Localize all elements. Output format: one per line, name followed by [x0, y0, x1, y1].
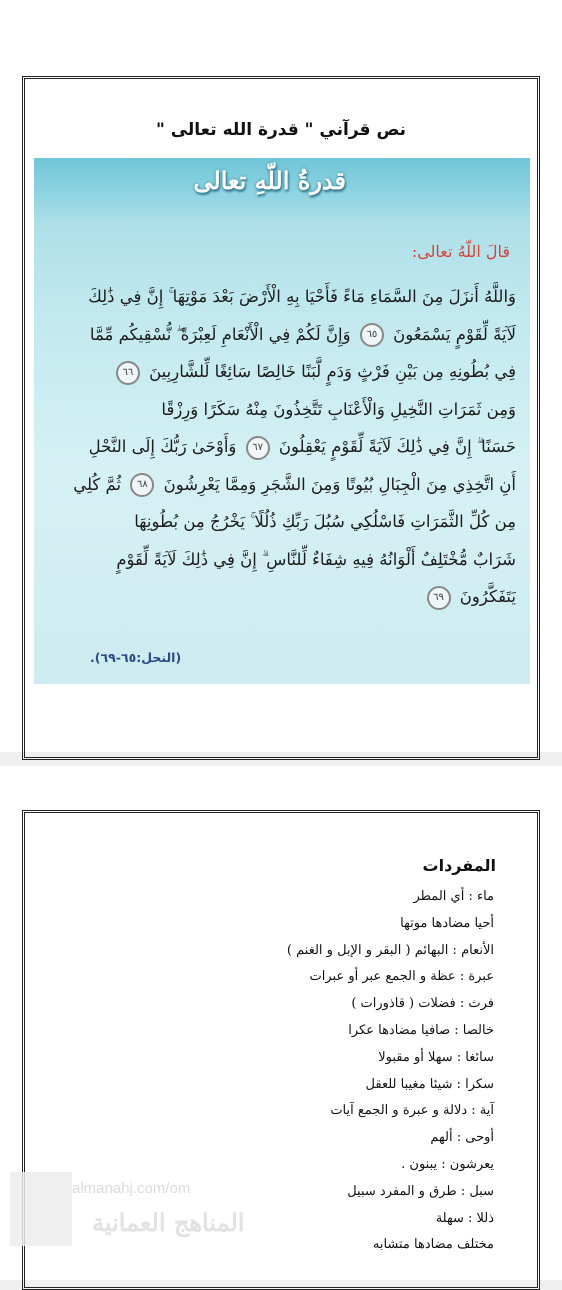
vocabulary-heading: المفردات: [422, 856, 496, 875]
watermark-brand: المناهج العمانية: [92, 1208, 245, 1237]
page-title: نص قرآني " قدرة الله تعالى ": [155, 120, 407, 140]
vocabulary-list: [287, 884, 494, 1259]
verse-line: مِن كُلِّ الثَّمَرَاتِ فَاسْلُكِي سُبُلَ رَبِّكِ ذُلُلًا ۚ يَخْرُجُ مِن بُطُونِهَا: [134, 512, 516, 531]
ayah-number-marker: ٦٨: [130, 473, 154, 497]
verse-line: شَرَابٌ مُّخْتَلِفٌ أَلْوَانُهُ فِيهِ شِفَاءٌ لِّلنَّاسِ ۗ إِنَّ فِي ذَٰلِكَ لَآيَةً لِّقَوْمٍ: [116, 549, 516, 569]
vocabulary-item: سائغا : سهلا أو مقبولا: [378, 1049, 494, 1065]
verse-intro: قالَ اللّهُ تعالى:: [411, 242, 510, 261]
ayah-number-marker: ٦٩: [427, 586, 451, 610]
watermark-url: almanahj.com/om: [72, 1180, 191, 1197]
vocabulary-item: أحيا مضادها موتها: [400, 915, 494, 931]
ayah-number-marker: ٦٥: [360, 323, 384, 347]
title-banner: [34, 158, 530, 218]
verse-line: حَسَنًا ۗ إِنَّ فِي ذَٰلِكَ لَآيَةً لِّقَوْمٍ يَعْقِلُونَ ٦٧ وَأَوْحَىٰ رَبُّكَ إِلَى النَّحْلِ: [58, 428, 516, 466]
surah-reference: (النحل:٦٥-٦٩).: [90, 650, 182, 665]
verse-line: وَاللَّهُ أَنزَلَ مِنَ السَّمَاءِ مَاءً فَأَحْيَا بِهِ الْأَرْضَ بَعْدَ مَوْتِهَا ۚ إِنَّ فِي ذَٰلِكَ: [88, 287, 516, 306]
vocabulary-item: ذللا : سهلة: [435, 1210, 494, 1226]
vocabulary-item: مختلف مضادها متشابه: [372, 1237, 494, 1253]
watermark-logo: [10, 1172, 72, 1246]
verse-line: وَمِن ثَمَرَاتِ النَّخِيلِ وَالْأَعْنَابِ تَتَّخِذُونَ مِنْهُ سَكَرًا وَرِزْقًا: [161, 399, 516, 419]
vocabulary-item: الأنعام : البهائم ( البقر و الإبل و الغنم ): [286, 942, 494, 958]
vocabulary-item: سبل : طرق و المفرد سبيل: [347, 1183, 494, 1199]
banner-title: قدرةُ اللّهِ تعالى: [193, 166, 346, 195]
vocabulary-item: عبرة : عظة و الجمع عبر أو عبرات: [309, 969, 494, 985]
vocabulary-item: فرث : فضلات ( قاذورات ): [351, 996, 494, 1012]
vocabulary-item: خالصا : صافيا مضادها عكرا: [348, 1022, 494, 1038]
verse-line: لَآيَةً لِّقَوْمٍ يَسْمَعُونَ ٦٥ وَإِنَّ لَكُمْ فِي الْأَنْعَامِ لَعِبْرَةً ۖ نُّسْقِيكُم مِّمَّا: [58, 316, 516, 354]
quran-text-panel: [34, 158, 530, 684]
verse-line: فِي بُطُونِهِ مِن بَيْنِ فَرْثٍ وَدَمٍ لَّبَنًا خَالِصًا سَائِغًا لِّلشَّارِبِينَ ٦٦: [58, 353, 516, 391]
verse-line: أَنِ اتَّخِذِي مِنَ الْجِبَالِ بُيُوتًا وَمِنَ الشَّجَرِ وَمِمَّا يَعْرِشُونَ ٦٨ ثُمَّ كُلِي: [58, 466, 516, 504]
verses-block: [58, 278, 516, 616]
vocabulary-item: آية : دلالة و عبرة و الجمع آيات: [330, 1103, 494, 1119]
vocabulary-item: يعرشون : يبنون .: [401, 1156, 494, 1172]
ayah-number-marker: ٦٧: [246, 436, 270, 460]
vocabulary-item: ماء : أي المطر: [413, 889, 494, 904]
vocabulary-item: سكرا : شيئا مغيبا للعقل: [365, 1076, 494, 1092]
ayah-number-marker: ٦٦: [116, 361, 140, 385]
vocabulary-item: أوحى : ألهم: [430, 1130, 494, 1146]
verse-line: يَتَفَكَّرُونَ ٦٩: [58, 578, 516, 616]
